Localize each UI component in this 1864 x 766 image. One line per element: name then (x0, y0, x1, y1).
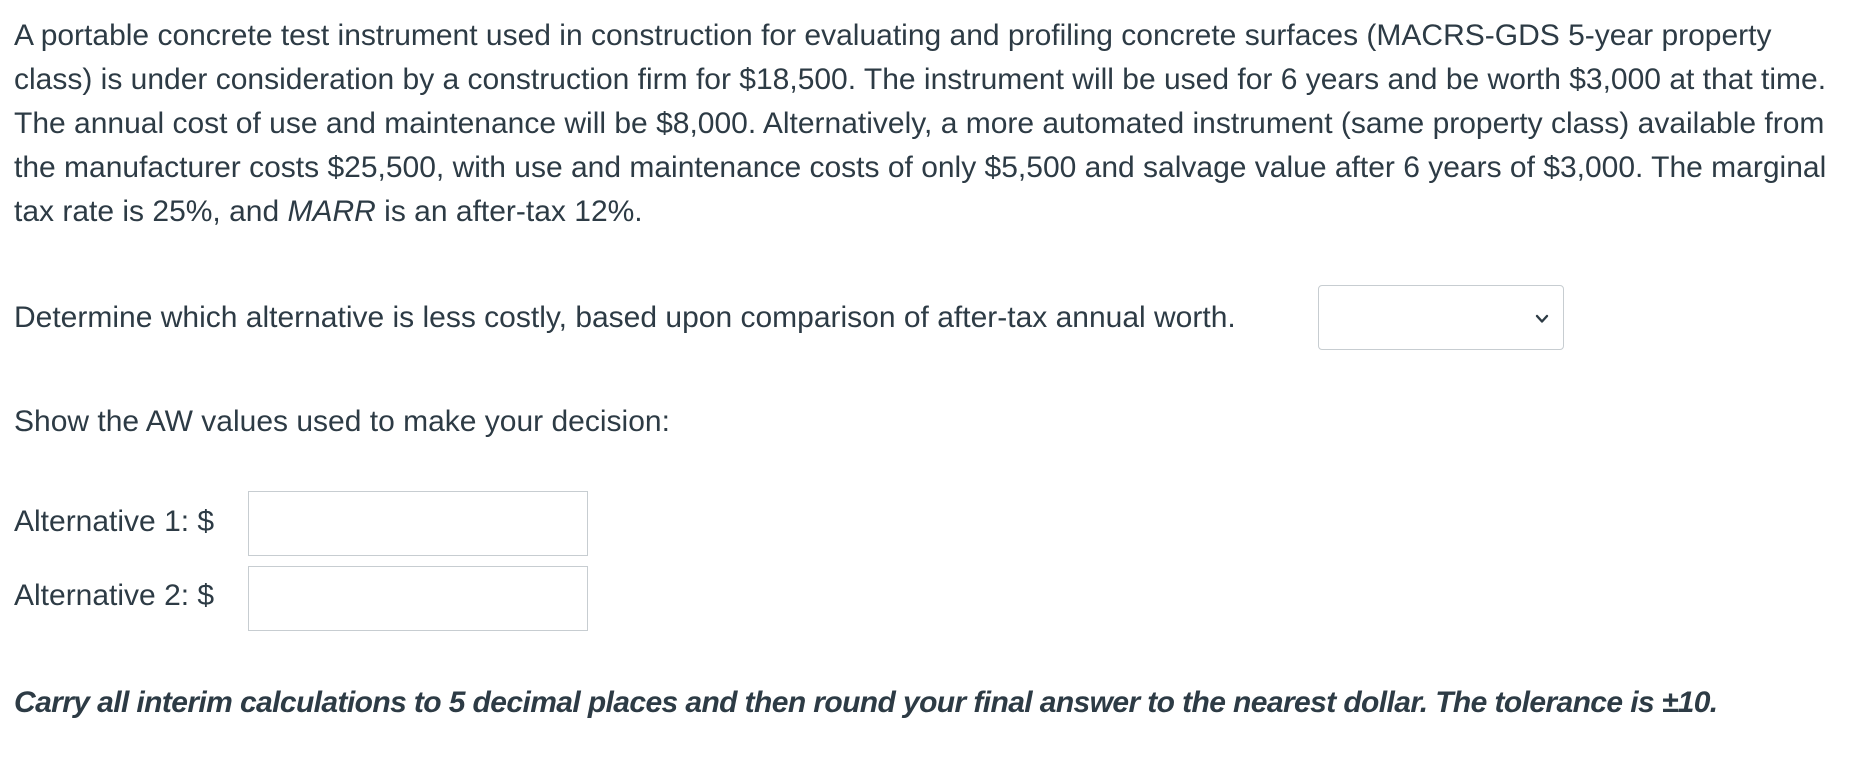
problem-text-part2: is an after-tax 12%. (375, 195, 643, 228)
comparison-prompt: Determine which alternative is less costly, based upon comparison of after-tax annual worth. (14, 301, 1236, 334)
show-values-label: Show the AW values used to make your decision: (14, 405, 670, 438)
chevron-down-icon (1535, 312, 1549, 326)
problem-text-part1: A portable concrete test instrument used in construction for evaluating and profiling concrete surfaces (MACRS-GDS 5-year property class) is under consideration by a construction firm for $18,500. The instrument will be used for 6 years and be worth $3,000 at that time. The annual cost of use and maintenance will be $8,000. Alternatively, a more automated instrument (same property class) available from the manufacturer costs $25,500, with use and maintenance costs of only $5,500 and salvage value after 6 years of $3,000. The marginal tax rate is 25%, and (14, 19, 1827, 228)
alternative-2-input[interactable] (248, 566, 588, 631)
alternative-2-label: Alternative 2: $ (14, 579, 215, 612)
marr-term: MARR (287, 195, 376, 228)
problem-statement (14, 14, 1844, 234)
alternative-1-input[interactable] (248, 491, 588, 556)
alternative-select[interactable] (1318, 285, 1564, 350)
alternative-1-label: Alternative 1: $ (14, 505, 215, 538)
comparison-question (14, 285, 1236, 351)
calculation-instruction: Carry all interim calculations to 5 decimal places and then round your final answer to the nearest dollar. The tolerance is ±10. (14, 686, 1718, 719)
